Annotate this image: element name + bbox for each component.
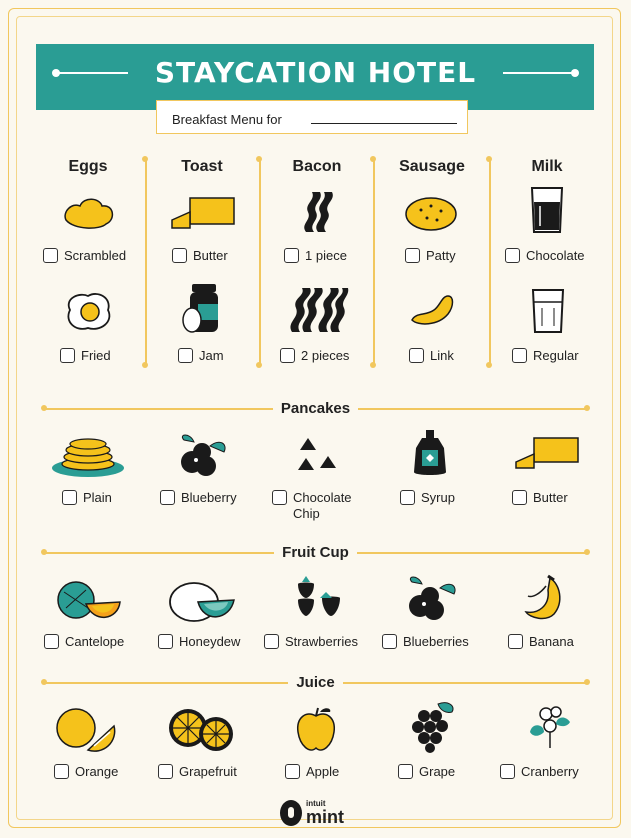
option-milk-chocolate[interactable]: Chocolate	[505, 248, 585, 263]
grapefruit-icon	[166, 706, 238, 754]
checkbox[interactable]	[43, 248, 58, 263]
chocolate-milk-icon	[528, 186, 566, 234]
mint-logo	[280, 800, 344, 826]
option-pancakes-syrup[interactable]: Syrup	[400, 490, 455, 505]
section-title-juice: Juice	[0, 674, 631, 691]
checkbox[interactable]	[62, 490, 77, 505]
option-pancakes-butter[interactable]: Butter	[512, 490, 568, 505]
checkbox[interactable]	[512, 490, 527, 505]
checkbox[interactable]	[158, 764, 173, 779]
column-divider	[145, 160, 147, 364]
divider-dot	[256, 156, 262, 162]
checkbox[interactable]	[160, 490, 175, 505]
cranberry-icon	[526, 702, 574, 752]
banana-icon	[520, 574, 572, 624]
honeydew-icon	[168, 580, 238, 624]
bacon-icon	[298, 190, 338, 236]
checkbox[interactable]	[512, 348, 527, 363]
option-fruit-strawberries[interactable]: Strawberries	[264, 634, 358, 649]
grape-icon	[408, 700, 458, 754]
orange-icon	[54, 706, 120, 754]
option-juice-cranberry[interactable]: Cranberry	[500, 764, 579, 779]
checkbox[interactable]	[44, 634, 59, 649]
checkbox[interactable]	[264, 634, 279, 649]
column-title-bacon: Bacon	[292, 158, 342, 175]
option-pancakes-plain[interactable]: Plain	[62, 490, 112, 505]
logo-brand: mint	[306, 807, 344, 827]
option-toast-jam[interactable]: Jam	[178, 348, 224, 363]
two-bacon-strips-icon	[286, 286, 350, 334]
option-sausage-patty[interactable]: Patty	[405, 248, 456, 263]
pancake-stack-icon	[50, 436, 126, 478]
checkbox[interactable]	[382, 634, 397, 649]
checkbox[interactable]	[172, 248, 187, 263]
column-title-eggs: Eggs	[68, 158, 108, 175]
column-divider	[373, 160, 375, 364]
chocolate-chip-icon	[294, 436, 340, 478]
checkbox[interactable]	[178, 348, 193, 363]
option-fruit-blueberries[interactable]: Blueberries	[382, 634, 469, 649]
menu-for-label: Breakfast Menu for	[172, 112, 282, 127]
divider-dot	[486, 156, 492, 162]
page-title: STAYCATION HOTEL	[154, 56, 477, 89]
checkbox[interactable]	[54, 764, 69, 779]
option-pancakes-blueberry[interactable]: Blueberry	[160, 490, 237, 505]
checkbox[interactable]	[405, 248, 420, 263]
butter-toast-icon	[168, 194, 238, 232]
inner-border	[16, 16, 613, 820]
option-bacon-2-pieces[interactable]: 2 pieces	[280, 348, 349, 363]
divider-dot	[142, 362, 148, 368]
jam-jar-icon	[180, 282, 224, 334]
option-fruit-cantelope[interactable]: Cantelope	[44, 634, 124, 649]
mint-drop-icon	[280, 800, 302, 826]
checkbox[interactable]	[60, 348, 75, 363]
option-eggs-fried[interactable]: Fried	[60, 348, 111, 363]
option-milk-regular[interactable]: Regular	[512, 348, 579, 363]
regular-milk-icon	[530, 288, 566, 334]
column-divider	[259, 160, 261, 364]
section-title-fruit-cup: Fruit Cup	[0, 544, 631, 561]
checkbox[interactable]	[400, 490, 415, 505]
column-title-milk: Milk	[531, 158, 563, 175]
checkbox[interactable]	[285, 764, 300, 779]
column-title-sausage: Sausage	[399, 158, 465, 175]
sausage-patty-icon	[403, 192, 459, 234]
option-eggs-scrambled[interactable]: Scrambled	[43, 248, 126, 263]
checkbox[interactable]	[158, 634, 173, 649]
column-title-toast: Toast	[181, 158, 223, 175]
option-bacon-1-piece[interactable]: 1 piece	[284, 248, 347, 263]
checkbox[interactable]	[272, 490, 287, 505]
blueberry-icon	[174, 432, 230, 478]
divider-dot	[142, 156, 148, 162]
checkbox[interactable]	[508, 634, 523, 649]
checkbox[interactable]	[280, 348, 295, 363]
divider-dot	[370, 156, 376, 162]
checkbox[interactable]	[398, 764, 413, 779]
name-blank-line[interactable]	[311, 123, 457, 124]
strawberries-icon	[290, 572, 346, 624]
option-fruit-honeydew[interactable]: Honeydew	[158, 634, 240, 649]
apple-icon	[294, 706, 340, 754]
checkbox[interactable]	[284, 248, 299, 263]
butter-icon	[512, 436, 582, 472]
syrup-bottle-icon	[412, 428, 448, 478]
column-divider	[489, 160, 491, 364]
checkbox[interactable]	[409, 348, 424, 363]
fried-egg-icon	[62, 290, 114, 332]
option-juice-grape[interactable]: Grape	[398, 764, 455, 779]
divider-dot	[486, 362, 492, 368]
scrambled-eggs-icon	[60, 194, 116, 234]
checkbox[interactable]	[505, 248, 520, 263]
checkbox[interactable]	[500, 764, 515, 779]
blueberries-icon	[404, 574, 460, 622]
option-toast-butter[interactable]: Butter	[172, 248, 228, 263]
option-pancakes-chocolate-chip[interactable]: Chocolate Chip	[272, 490, 364, 522]
cantelope-icon	[54, 580, 122, 624]
sausage-link-icon	[408, 292, 460, 332]
option-juice-grapefruit[interactable]: Grapefruit	[158, 764, 237, 779]
option-juice-orange[interactable]: Orange	[54, 764, 118, 779]
logo-brand-small: intuit	[306, 799, 326, 808]
option-fruit-banana[interactable]: Banana	[508, 634, 574, 649]
option-juice-apple[interactable]: Apple	[285, 764, 339, 779]
divider-dot	[370, 362, 376, 368]
option-sausage-link[interactable]: Link	[409, 348, 454, 363]
divider-dot	[256, 362, 262, 368]
section-title-pancakes: Pancakes	[0, 400, 631, 417]
